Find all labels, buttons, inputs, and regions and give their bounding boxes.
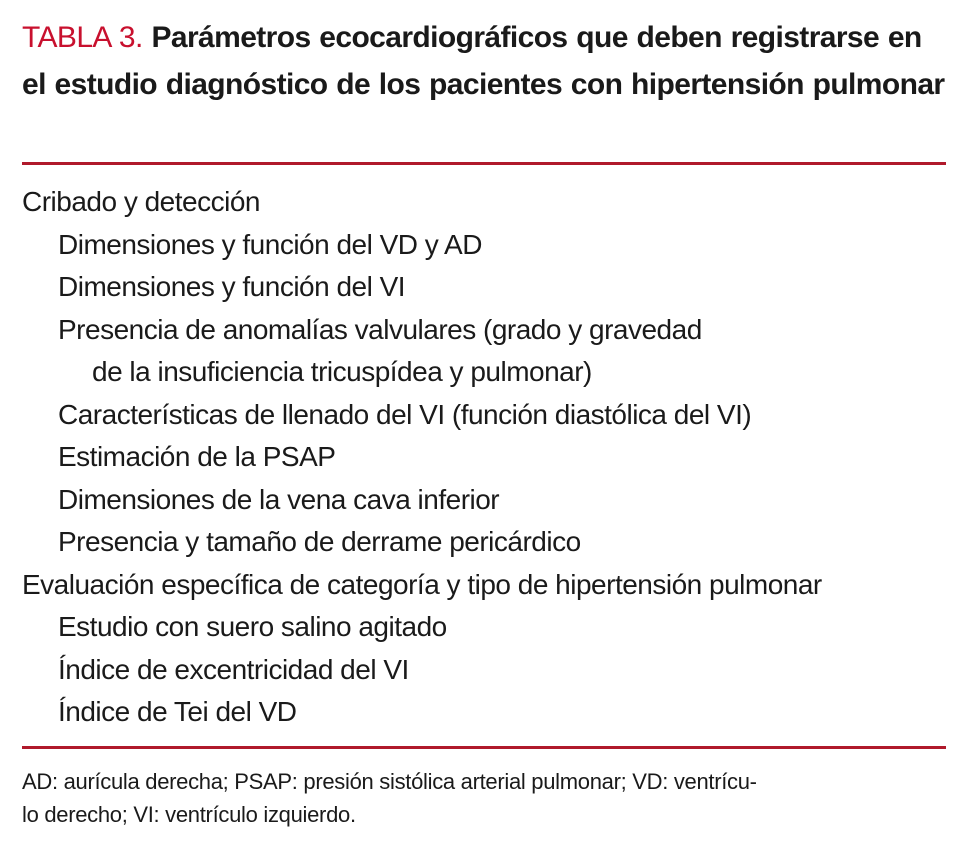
list-item: Dimensiones y función del VD y AD [58, 228, 482, 260]
list-item: Índice de Tei del VD [58, 696, 297, 727]
table-label: TABLA 3. [22, 21, 143, 54]
section-heading-screening: Cribado y detección [22, 186, 260, 217]
parameter-list [22, 165, 946, 746]
list-item: Estimación de la PSAP [58, 441, 336, 472]
list-item: Índice de excentricidad del VI [58, 653, 409, 685]
footnote-line-2: lo derecho; VI: ventrículo izquierdo. [22, 801, 356, 827]
table-title-text: Parámetros ecocardiográficos que deben registrarse en el estudio diagnóstico de los pacientes con hipertensión pulmonar [22, 21, 945, 101]
list-item: Presencia y tamaño de derrame pericárdico [58, 526, 581, 557]
table-title [22, 0, 946, 155]
list-item: Dimensiones de la vena cava inferior [58, 483, 500, 515]
list-item-continuation: de la insuficiencia tricuspídea y pulmonar) [92, 356, 592, 387]
list-item: Presencia de anomalías valvulares (grado y gravedad [58, 313, 702, 345]
table-footnote [22, 749, 946, 831]
table-3 [22, 0, 946, 831]
footnote-line-1: AD: aurícula derecha; PSAP: presión sistólica arterial pulmonar; VD: ventrícu- [22, 768, 757, 794]
list-item: Dimensiones y función del VI [58, 271, 406, 302]
section-heading-specific-evaluation: Evaluación específica de categoría y tipo de hipertensión pulmonar [22, 568, 822, 600]
list-item: Características de llenado del VI (función diastólica del VI) [58, 398, 752, 430]
list-item: Estudio con suero salino agitado [58, 611, 447, 642]
